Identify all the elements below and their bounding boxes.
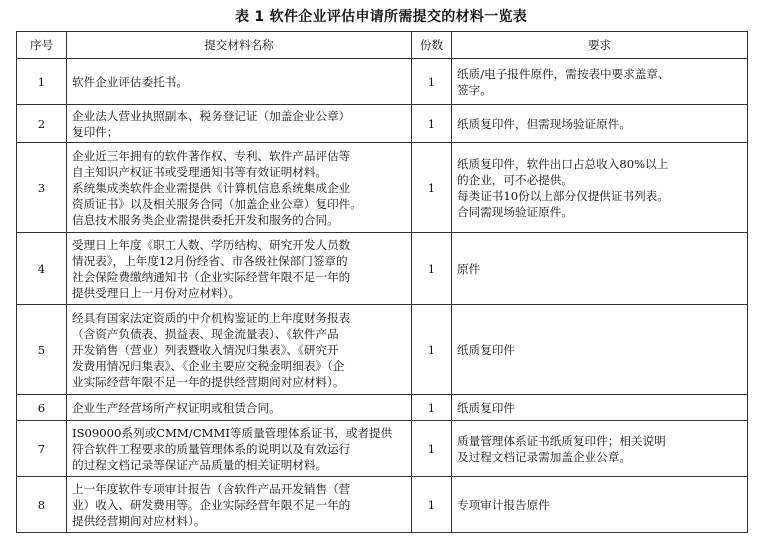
header-copies: 份数 bbox=[412, 32, 452, 59]
material-line: 企业法人营业执照副本、税务登记证（加盖企业公章） bbox=[72, 108, 351, 123]
material-line: 上一年度软件专项审计报告（含软件产品开发销售（营 bbox=[72, 481, 351, 496]
table-header bbox=[17, 32, 748, 59]
header-material-name: 提交材料名称 bbox=[67, 32, 412, 59]
row-material bbox=[67, 59, 412, 105]
requirement-line: 的企业，可不必提供。 bbox=[457, 172, 573, 187]
material-line: 业实际经营年限不足一年的提供经营期间对应材料）。 bbox=[72, 374, 345, 389]
row-requirement bbox=[452, 59, 748, 105]
table-title: 表 1 软件企业评估申请所需提交的材料一览表 bbox=[234, 9, 528, 25]
table-body bbox=[17, 59, 748, 533]
header-serial-number: 序号 bbox=[17, 32, 67, 59]
row-serial-number: 2 bbox=[17, 105, 67, 143]
requirement-line: 原件 bbox=[457, 261, 481, 276]
row-copies: 1 bbox=[412, 105, 452, 143]
material-line: 系统集成类软件企业需提供《计算机信息系统集成企业 bbox=[72, 180, 351, 195]
requirement-line: 每类证书10份以上部分仅提供证书列表。 bbox=[457, 188, 669, 203]
requirement-line: 及过程文档记录需加盖企业公章。 bbox=[457, 449, 631, 464]
requirement-line: 纸质复印件 bbox=[457, 400, 515, 415]
row-requirement bbox=[452, 233, 748, 305]
material-line: 企业近三年拥有的软件著作权、专利、软件产品评估等 bbox=[72, 148, 351, 163]
material-line: 经具有国家法定资质的中介机构鉴证的上年度财务报表 bbox=[72, 310, 351, 325]
table-row bbox=[17, 421, 748, 477]
requirement-line: 质量管理体系证书纸质复印件；相关说明 bbox=[457, 433, 666, 448]
row-copies: 1 bbox=[412, 233, 452, 305]
row-serial-number: 1 bbox=[17, 59, 67, 105]
material-line: 发费用情况归集表》、《企业主要应交税金明细表》（企 bbox=[72, 358, 345, 373]
row-requirement bbox=[452, 477, 748, 533]
row-serial-number: 7 bbox=[17, 421, 67, 477]
row-serial-number: 3 bbox=[17, 143, 67, 233]
row-copies: 1 bbox=[412, 421, 452, 477]
table-row bbox=[17, 305, 748, 395]
materials-table bbox=[16, 31, 748, 533]
material-line: 的过程文档记录等保证产品质量的相关证明材料。 bbox=[72, 457, 328, 472]
material-line: 提供受理日上一月份对应材料）。 bbox=[72, 285, 241, 300]
row-serial-number: 4 bbox=[17, 233, 67, 305]
table-row bbox=[17, 143, 748, 233]
row-copies: 1 bbox=[412, 305, 452, 395]
row-copies: 1 bbox=[412, 59, 452, 105]
material-line: 软件企业评估委托书。 bbox=[72, 74, 188, 89]
row-requirement bbox=[452, 395, 748, 421]
table-row bbox=[17, 105, 748, 143]
row-requirement bbox=[452, 105, 748, 143]
requirement-line: 纸质复印件，但需现场验证原件。 bbox=[457, 116, 631, 131]
row-copies: 1 bbox=[412, 477, 452, 533]
material-line: 复印件； bbox=[72, 124, 119, 139]
material-line: 业）收入、研发费用等。企业实际经营年限不足一年的 bbox=[72, 497, 351, 512]
material-line: 自主知识产权证书或受理通知书等有效证明材料。 bbox=[72, 164, 328, 179]
row-serial-number: 6 bbox=[17, 395, 67, 421]
row-material bbox=[67, 143, 412, 233]
material-line: 提供经营期间对应材料）。 bbox=[72, 513, 206, 528]
row-requirement bbox=[452, 143, 748, 233]
row-material bbox=[67, 477, 412, 533]
header-requirement: 要求 bbox=[452, 32, 748, 59]
requirement-line: 专项审计报告原件 bbox=[457, 497, 550, 512]
requirement-line: 纸质复印件 bbox=[457, 342, 515, 357]
requirement-line: 纸质/电子报件原件，需按表中要求盖章、 bbox=[457, 66, 670, 81]
material-line: 受理日上年度《职工人数、学历结构、研究开发人员数 bbox=[72, 237, 351, 252]
table-row bbox=[17, 477, 748, 533]
material-line: IS09000系列或CMM/CMMI等质量管理体系证书，或者提供 bbox=[72, 425, 393, 440]
header-row bbox=[17, 32, 748, 59]
material-line: 开发销售（营业）列表暨收入情况归集表》、《研究开 bbox=[72, 342, 339, 357]
row-serial-number: 5 bbox=[17, 305, 67, 395]
row-serial-number: 8 bbox=[17, 477, 67, 533]
row-material bbox=[67, 105, 412, 143]
material-line: 情况表》，上年度12月份经省、市各级社保部门签章的 bbox=[72, 253, 348, 268]
row-material bbox=[67, 305, 412, 395]
material-line: 符合软件工程要求的质量管理体系的说明以及有效运行 bbox=[72, 441, 351, 456]
material-line: 资质证书》以及相关服务合同（加盖企业公章）复印件。 bbox=[72, 196, 362, 211]
table-row bbox=[17, 59, 748, 105]
row-copies: 1 bbox=[412, 143, 452, 233]
table-row bbox=[17, 395, 748, 421]
requirement-line: 签字。 bbox=[457, 82, 492, 97]
requirement-line: 合同需现场验证原件。 bbox=[457, 204, 573, 219]
material-line: 信息技术服务类企业需提供委托开发和服务的合同。 bbox=[72, 212, 339, 227]
row-requirement bbox=[452, 421, 748, 477]
table-row bbox=[17, 233, 748, 305]
requirement-line: 纸质复印件，软件出口占总收入80%以上 bbox=[457, 156, 669, 171]
material-line: 企业生产经营场所产权证明或租赁合同。 bbox=[72, 400, 281, 415]
material-line: 社会保险费缴纳通知书（企业实际经营年限不足一年的 bbox=[72, 269, 351, 284]
row-requirement bbox=[452, 305, 748, 395]
row-copies: 1 bbox=[412, 395, 452, 421]
row-material bbox=[67, 421, 412, 477]
row-material bbox=[67, 395, 412, 421]
row-material bbox=[67, 233, 412, 305]
material-line: （含资产负债表、损益表、现金流量表）、《软件产品 bbox=[72, 326, 339, 341]
